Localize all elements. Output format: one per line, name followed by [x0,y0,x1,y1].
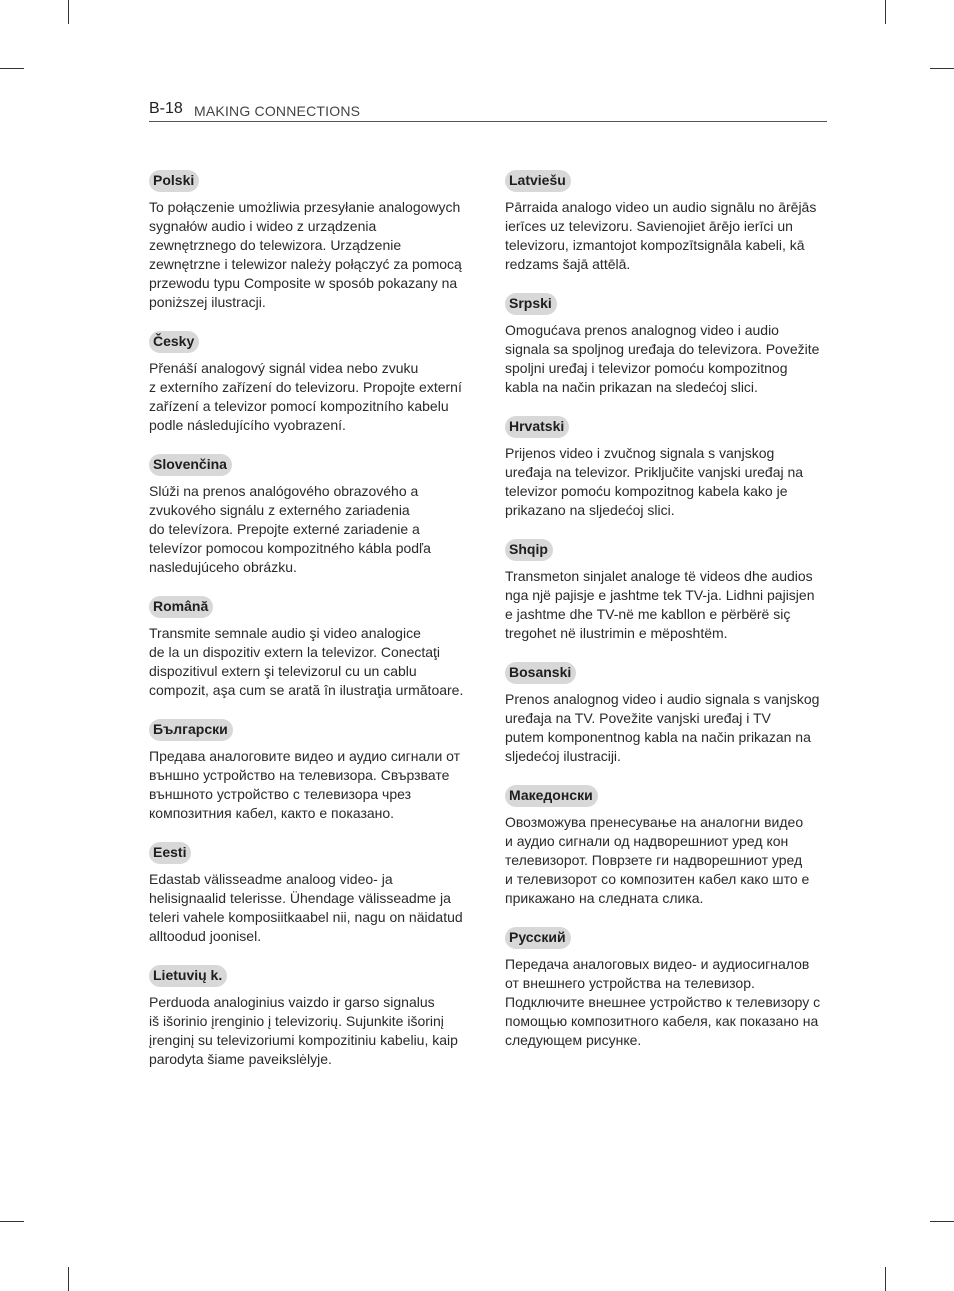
crop-mark-bottom-left [68,1267,69,1291]
language-description: Предава аналоговите видео и аудио сигнали от външно устройство на телевизора. Свързвате външното устройство с телевизора чрез композитния кабел, както е показано. [149,748,461,821]
language-description: Transmeton sinjalet analoge të videos dhe audios nga një pajisje e jashtme tek TV-ja. Lidhni pajisjen e jashtme dhe TV-në me kabllon e përbërë siç tregohet në ilustrimin e mëposhtëm. [505,568,815,641]
language-label: Polski [149,170,199,192]
language-block-slovencina [149,454,474,577]
language-label: Shqip [505,539,553,561]
language-description: Transmite semnale audio şi video analogice de la un dispozitiv extern la televizor. Conectaţi dispozitivul extern şi televizorul cu un cablu compozit, aşa cum se arată în ilustraţia următoare. [149,625,464,698]
language-label: Latviešu [505,170,571,192]
language-label: Български [149,719,233,741]
language-description: Edastab välisseadme analoog video- ja helisignaalid telerisse. Ühendage välisseadme ja teleri vahele komposiitkaabel nii, nagu on näidatud alltoodud joonisel. [149,871,463,944]
language-label: Română [149,596,213,618]
language-label: Hrvatski [505,416,569,438]
language-block-hrvatski [505,416,830,520]
language-block-polski [149,170,474,312]
header-rule [149,121,827,122]
crop-mark-top-left [68,0,69,24]
language-block-srpski [505,293,830,397]
language-label: Srpski [505,293,557,315]
language-label: Lietuvių k. [149,965,227,987]
language-description: To połączenie umożliwia przesyłanie analogowych sygnałów audio i wideo z urządzenia zewnętrznego do telewizora. Urządzenie zewnętrzne i telewizor należy połączyć za pomocą przewodu typu Composite w sposób pokazany na poniższej ilustracji. [149,199,462,310]
language-description: Передача аналоговых видео- и аудиосигналов от внешнего устройства на телевизор. Подключите внешнее устройство к телевизору с помощью композитного кабеля, как показано на следующем рисунке. [505,956,821,1048]
page-header [149,100,827,122]
language-description: Perduoda analoginius vaizdo ir garso signalus iš išorinio įrenginio į televizorių. Sujunkite išorinį įrenginį su televizoriumi kompozitiniu kabeliu, kaip parodyta šiame paveikslėlyje. [149,994,458,1067]
crop-mark-top-right [885,0,886,24]
language-label: Bosanski [505,662,576,684]
language-description: Prenos analognog video i audio signala s vanjskog uređaja na TV. Povežite vanjski uređaj i TV putem komponentnog kabla na način prikazan na sljedećoj ilustraciji. [505,691,820,764]
language-block-makedonski [505,785,830,908]
language-block-cesky [149,331,474,435]
language-block-eesti [149,842,474,946]
language-block-lietuviu [149,965,474,1069]
crop-mark-right-bottom [930,1221,954,1222]
language-description: Přenáší analogový signál videa nebo zvuku z externího zařízení do televizoru. Propojte externí zařízení a televizor pomocí kompozitního kabelu podle následujícího vyobrazení. [149,360,462,433]
language-description: Prijenos video i zvučnog signala s vanjskog uređaja na televizor. Priključite vanjski uređaj na televizor pomoću kompozitnog kabela kako je prikazano na sljedećoj slici. [505,445,804,518]
crop-mark-right-top [930,68,954,69]
language-label: Eesti [149,842,191,864]
language-label: Русский [505,927,571,949]
left-column [149,170,474,1069]
language-block-shqip [505,539,830,643]
language-block-russkiy [505,927,830,1050]
crop-mark-left-top [0,68,24,69]
language-label: Česky [149,331,199,353]
section-title: MAKING CONNECTIONS [194,103,361,119]
language-description: Pārraida analogo video un audio signālu no ārējās ierīces uz televizoru. Savienojiet ārējo ierīci un televizoru, izmantojot kompozītsignāla kabeli, kā redzams šajā attēlā. [505,199,817,272]
page-number: B-18 [149,100,183,117]
language-description: Овозможува пренесување на аналогни видео и аудио сигнали од надворешниот уред кон телевизорот. Поврзете ги надворешниот уред и телевизорот со композитен кабел како што е прикажано на следната слика. [505,814,810,906]
language-description: Omogućava prenos analognog video i audio signala sa spoljnog uređaja do televizora. Povežite spoljni uređaj i televizor pomoću kompozitnog kabla na način prikazan na sledećoj slici. [505,322,820,395]
language-label: Slovenčina [149,454,232,476]
right-column [505,170,830,1050]
language-block-bosanski [505,662,830,766]
crop-mark-bottom-right [885,1267,886,1291]
language-block-bulgarian [149,719,474,823]
crop-mark-left-bottom [0,1221,24,1222]
language-description: Slúži na prenos analógového obrazového a zvukového signálu z externého zariadenia do televízora. Prepojte externé zariadenie a televízor pomocou kompozitného kábla podľa nasledujúceho obrázku. [149,483,431,575]
language-block-latviesu [505,170,830,274]
language-block-romana [149,596,474,700]
language-label: Македонски [505,785,598,807]
